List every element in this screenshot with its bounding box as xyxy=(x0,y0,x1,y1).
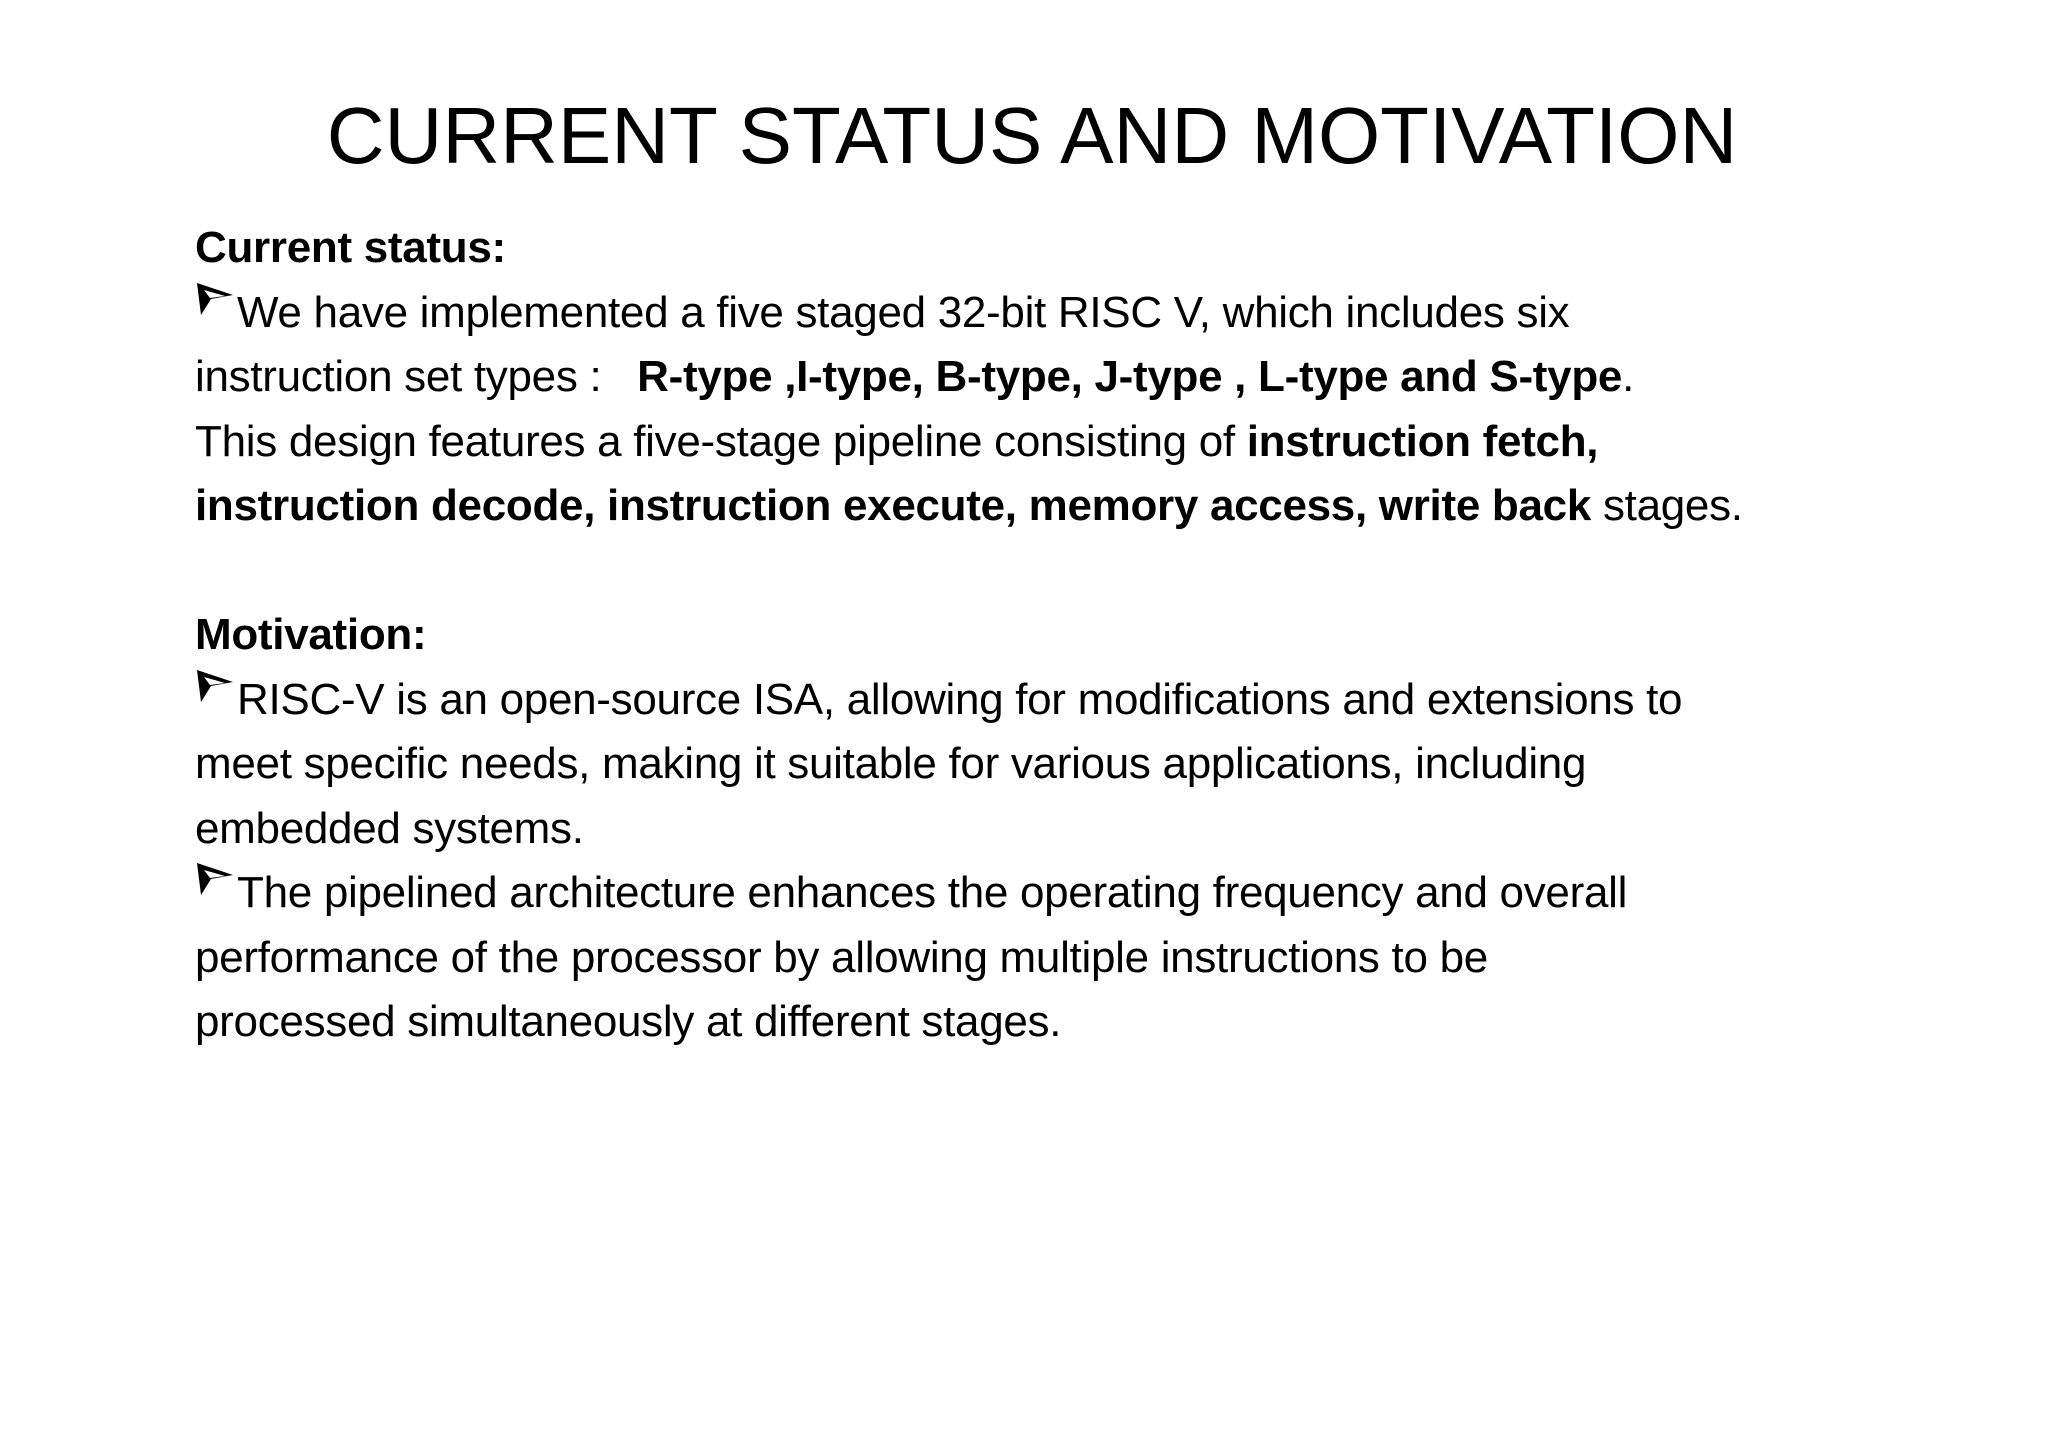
arrowhead-bullet-icon xyxy=(195,668,235,704)
slide-body xyxy=(195,216,1895,1055)
motivation-bullet-1 xyxy=(195,668,1895,733)
current-status-line-4 xyxy=(195,474,1895,539)
pipeline-stages-list: instruction decode, instruction execute, memory access, write back xyxy=(195,481,1592,530)
motivation-bullet-2-line-3: processed simultaneously at different stages. xyxy=(195,997,1062,1046)
motivation-bullet-1-line-3: embedded systems. xyxy=(195,803,584,853)
motivation-bullet-1-line-2: meet specific needs, making it suitable for various applications, including xyxy=(195,739,1587,788)
motivation-bullet-2-line-2: performance of the processor by allowing multiple instructions to be xyxy=(195,932,1488,982)
pipeline-stages-suffix: stages. xyxy=(1591,481,1743,530)
arrowhead-bullet-icon xyxy=(195,281,235,317)
current-status-line-2 xyxy=(195,345,1895,410)
section-spacer xyxy=(195,539,1895,604)
current-status-line-1: We have implemented a five staged 32-bit RISC V, which includes six xyxy=(237,287,1570,337)
instruction-types-label: instruction set types : xyxy=(195,352,638,401)
current-status-line-3 xyxy=(195,410,1895,475)
current-status-heading: Current status: xyxy=(195,223,506,272)
motivation-bullet-1-line-1: RISC-V is an open-source ISA, allowing for modifications and extensions to xyxy=(237,674,1683,724)
current-status-bullet xyxy=(195,281,1895,346)
pipeline-intro-text: This design features a five-stage pipeline consisting of xyxy=(195,416,1247,466)
instruction-types-period: . xyxy=(1622,352,1635,401)
motivation-heading: Motivation: xyxy=(195,610,427,659)
motivation-bullet-2 xyxy=(195,861,1895,926)
slide-title: CURRENT STATUS AND MOTIVATION xyxy=(326,91,1738,180)
arrowhead-bullet-icon xyxy=(195,861,235,897)
motivation-bullet-2-line-1: The pipelined architecture enhances the operating frequency and overall xyxy=(237,868,1628,917)
pipeline-stage-fetch: instruction fetch, xyxy=(1246,416,1599,466)
instruction-types-list: R-type ,I-type, B-type, J-type , L-type and S-type xyxy=(637,352,1623,401)
